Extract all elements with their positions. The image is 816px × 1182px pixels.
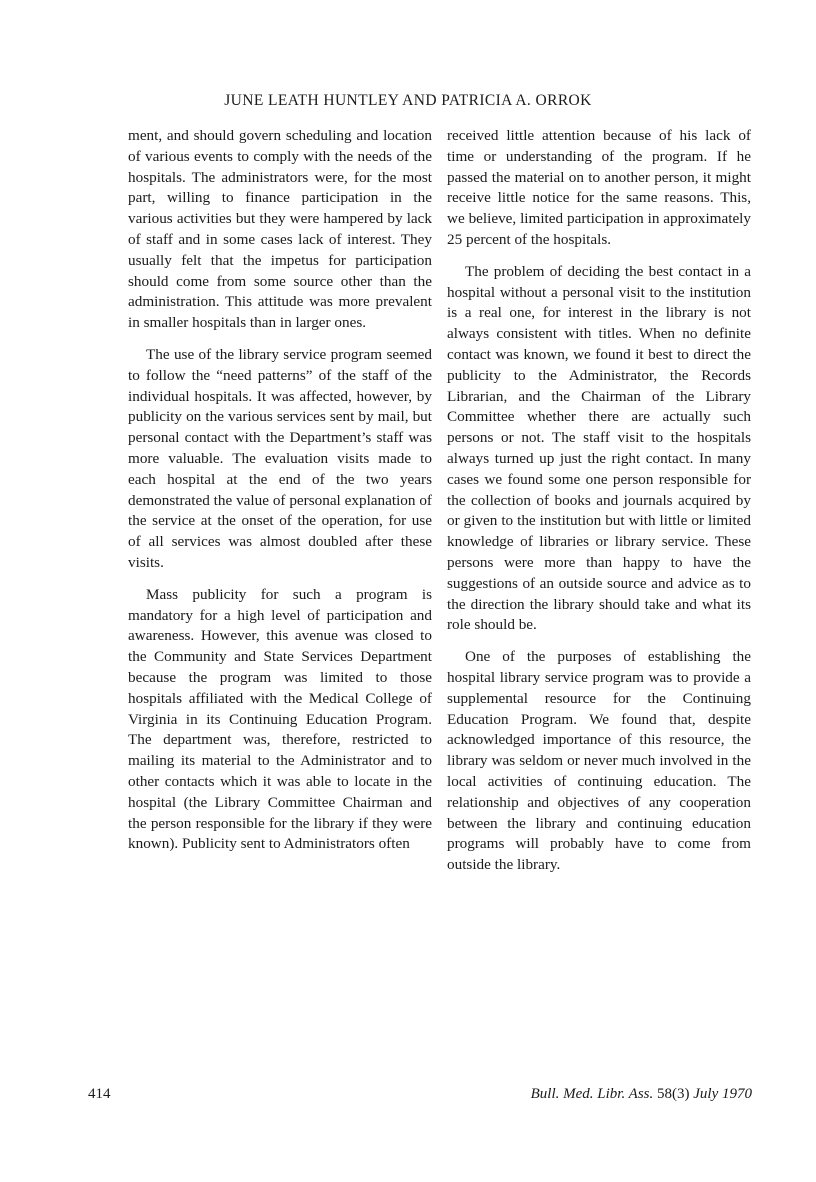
paragraph: The problem of deciding the best contact in a hospital without a personal visit to the institution is a real one, for interest in the library is not always consistent with titles. When no definite contact was known, we found it best to direct the publicity to the Administrator, the Records Librarian, and the Chairman of the Library Committee whether there are actually such persons or not. The staff visit to the hospitals always turned up just the right contact. In many cases we found some one person responsible for the collection of books and journals acquired by or given to the institution but with little or limited knowledge of libraries or library service. These persons were more than happy to have the suggestions of an outside source and advice as to the direction the library should take and what its role should be.: [447, 262, 751, 634]
paragraph: One of the purposes of establishing the hospital library service program was to provide a supplemental resource for the Continuing Education Program. We found that, despite acknowledged importance of this resource, the library was seldom or never much involved in the local activities of continuing education. The relationship and objectives of any cooperation between the library and continuing education programs will probably have to come from outside the library.: [447, 648, 751, 874]
left-column: [128, 126, 432, 866]
volume-issue: 58(3): [657, 1086, 690, 1102]
issue-date: July 1970: [693, 1086, 752, 1102]
paragraph: Mass publicity for such a program is mandatory for a high level of participation and awareness. However, this avenue was closed to the Community and State Services Department because the program was limited to those hospitals affiliated with the Medical College of Virginia in its Continuing Education Program. The department was, therefore, restricted to mailing its material to the Administrator and to other contacts which it was able to locate in the hospital (the Library Committee Chairman and the person responsible for the library if they were known). Publicity sent to Administrators often: [128, 585, 432, 853]
running-head: JUNE LEATH HUNTLEY AND PATRICIA A. ORROK: [224, 92, 592, 109]
journal-citation: [531, 1086, 752, 1103]
paragraph: The use of the library service program seemed to follow the “need patterns” of the staff of the individual hospitals. It was affected, however, by publicity on the various services sent by mail, but personal contact with the Department’s staff was more valuable. The evaluation visits made to each hospital at the end of the two years demonstrated the value of personal explanation of the service at the onset of the operation, for use of all services was almost doubled after these visits.: [128, 345, 432, 571]
paragraph: ment, and should govern scheduling and location of various events to comply with the needs of the hospitals. The administrators were, for the most part, willing to finance participation in the various activities but they were hampered by lack of staff and in some cases lack of interest. They usually felt that the impetus for participation should come from some source other than the administration. This attitude was more prevalent in smaller hospitals than in larger ones.: [128, 127, 432, 332]
paragraph: received little attention because of his lack of time or understanding of the program. If he passed the material on to another person, it might receive little notice for the same reasons. This, we believe, limited participation in approximately 25 percent of the hospitals.: [447, 127, 751, 248]
page-number: 414: [88, 1086, 111, 1102]
right-column: [447, 126, 751, 887]
journal-name: Bull. Med. Libr. Ass.: [530, 1086, 654, 1102]
